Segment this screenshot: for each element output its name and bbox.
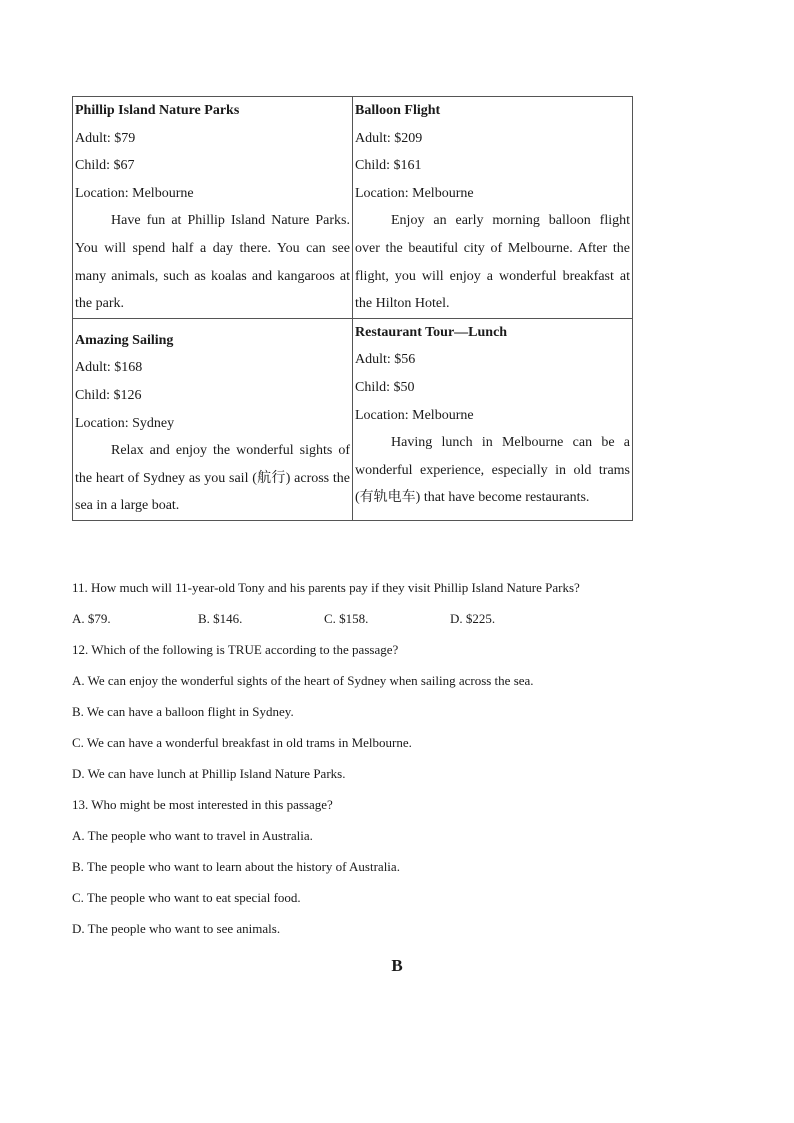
question-12-stem: 12. Which of the following is TRUE according to the passage? xyxy=(72,642,399,657)
child-price: Child: $50 xyxy=(355,379,415,395)
option-b: B. The people who want to learn about the history of Australia. xyxy=(72,859,400,874)
option-a: A. $79. xyxy=(72,611,111,626)
adult-price: Adult: $168 xyxy=(75,360,143,376)
tour-location: Location: Melbourne xyxy=(75,185,194,201)
tour-card-restaurant-tour xyxy=(353,318,633,520)
section-heading: B xyxy=(391,956,403,975)
tour-card-balloon-flight xyxy=(353,97,633,319)
tour-table xyxy=(72,96,633,521)
option-b: B. $146. xyxy=(198,611,243,626)
question-13-stem: 13. Who might be most interested in this passage? xyxy=(72,797,333,812)
tour-description: Relax and enjoy the wonderful sights of the heart of Sydney as you sail (航行) across the sea in a large boat. xyxy=(75,443,350,514)
child-price: Child: $161 xyxy=(355,158,422,174)
tour-name: Amazing Sailing xyxy=(75,332,174,348)
adult-price: Adult: $56 xyxy=(355,352,416,368)
tour-description: Having lunch in Melbourne can be a wonderful experience, especially in old trams (有轨电车) that have become restaurants. xyxy=(355,435,630,506)
tour-name: Restaurant Tour—Lunch xyxy=(355,324,508,340)
tour-name: Phillip Island Nature Parks xyxy=(75,103,240,118)
option-d: D. $225. xyxy=(450,611,496,626)
adult-price: Adult: $209 xyxy=(355,130,423,146)
child-price: Child: $126 xyxy=(75,387,142,403)
tour-description: Have fun at Phillip Island Nature Parks. You will spend half a day there. You can see many animals, such as koalas and kangaroos at the park. xyxy=(75,213,350,312)
tour-card-phillip-island xyxy=(73,97,353,319)
adult-price: Adult: $79 xyxy=(75,130,136,146)
tour-location: Location: Melbourne xyxy=(355,407,474,423)
tour-row xyxy=(73,97,633,319)
question-11-options xyxy=(72,603,672,634)
option-d: D. The people who want to see animals. xyxy=(72,921,281,936)
tour-description: Enjoy an early morning balloon flight over the beautiful city of Melbourne. After the flight, you will enjoy a wonderful breakfast at the Hilton Hotel. xyxy=(355,213,630,312)
tour-row xyxy=(73,318,633,520)
question-11-stem: 11. How much will 11-year-old Tony and his parents pay if they visit Phillip Island Nature Parks? xyxy=(72,580,580,595)
option-a: A. The people who want to travel in Australia. xyxy=(72,828,313,843)
tour-card-amazing-sailing xyxy=(73,318,353,520)
child-price: Child: $67 xyxy=(75,158,135,174)
tour-location: Location: Sydney xyxy=(75,415,175,431)
tour-name: Balloon Flight xyxy=(355,103,441,118)
option-c: C. The people who want to eat special food. xyxy=(72,890,301,905)
option-c: C. We can have a wonderful breakfast in old trams in Melbourne. xyxy=(72,735,412,750)
option-c: C. $158. xyxy=(324,611,369,626)
option-a: A. We can enjoy the wonderful sights of the heart of Sydney when sailing across the sea. xyxy=(72,673,534,688)
tour-location: Location: Melbourne xyxy=(355,185,474,201)
option-d: D. We can have lunch at Phillip Island Nature Parks. xyxy=(72,766,346,781)
option-b: B. We can have a balloon flight in Sydney. xyxy=(72,704,294,719)
question-list xyxy=(72,572,672,944)
